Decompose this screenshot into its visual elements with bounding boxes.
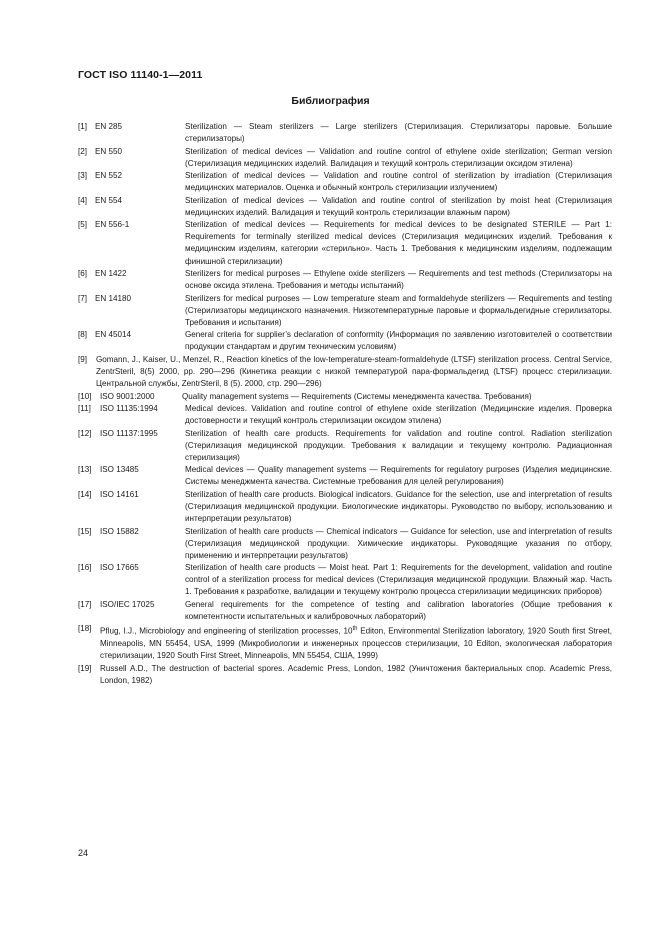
reference-entry	[78, 599, 612, 623]
reference-number: [8]	[78, 330, 87, 340]
reference-entry	[78, 489, 612, 525]
reference-entry	[78, 623, 612, 662]
reference-number: [6]	[78, 269, 87, 279]
reference-number: [18]	[78, 624, 92, 634]
reference-text: Pflug, I.J., Microbiology and engineering of sterilization processes, 10th Editon, Environmental Sterilization laboratory, 1920 South first Street, Minneapolis, MN 55454, USA, 1999 (Микробиологии и инженерных процессов стерилизации, 10 Editon, экологическая лаборатория стерилизации, 1920 South First Street, Minneapolis, MN 55454, США, 1999)	[100, 626, 613, 661]
reference-code: ISO 11135:1994	[100, 404, 158, 414]
reference-text: Sterilization of health care products — Moist heat. Part 1: Requirements for the development, validation and routine control of a sterilization process for medical devices (Стерилизация медицинской продукции. Влажный жар. Часть 1. Требования к разработке, валидации и текущему контролю процесса стерилизации медицинских приборов)	[185, 563, 612, 597]
reference-code: ISO 11137:1995	[100, 428, 158, 438]
reference-number: [5]	[78, 220, 87, 230]
reference-entry	[78, 354, 612, 390]
bibliography-list	[78, 121, 612, 687]
reference-number: [14]	[78, 489, 92, 499]
reference-code: EN 285	[95, 122, 122, 131]
reference-entry	[78, 146, 612, 170]
reference-number: [15]	[78, 526, 92, 536]
reference-code: ISO 9001:2000	[100, 391, 155, 401]
bibliography-title: Библиография	[291, 95, 370, 107]
reference-code: EN 1422	[95, 269, 127, 279]
reference-text: Sterilization of medical devices — Validation and routine control of ethylene oxide sterilization; German version (Стерилизация медицинских изделий. Валидация и текущий контроль стерилизации оксидом этилена)	[185, 146, 612, 168]
reference-entry	[78, 121, 612, 145]
reference-entry	[78, 391, 612, 403]
reference-text: Medical devices. Validation and routine control of ethylene oxide sterilization (Медицинские изделия. Проверка достоверности и текущий контроль стерилизации оксидом этилена)	[185, 404, 612, 426]
reference-text: Sterilizers for medical purposes — Low temperature steam and formaldehyde sterilizers — Requirements and testing (Стерилизаторы медицинского назначения. Низкотемпературные паровые и формальдегидные стерилизаторы. Требования и испытания)	[185, 293, 612, 327]
reference-entry	[78, 268, 612, 292]
reference-number: [3]	[78, 171, 87, 181]
reference-code: ISO/IEC 17025	[100, 599, 155, 609]
reference-text: Gomann, J., Kaiser, U., Menzel, R., Reaction kinetics of the low-temperature-steam-formaldehyde (LTSF) sterilization process. Central Service, ZentrSteril, 8(5) 2000, pp. 290—296 (Кинетика реакции с низкой температурой пара-формальдегид (LTSF) процесс стерилизации. Центральной службы, ZentrSteril, 8 (5). 2000, стр. 290—296)	[96, 354, 612, 388]
reference-entry	[78, 170, 612, 194]
reference-entry	[78, 526, 612, 562]
reference-number: [4]	[78, 195, 87, 205]
reference-text: Sterilization of health care products. Biological indicators. Guidance for the selection, use and interpretation of results (Стерилизация медицинской продукции. Биологические индикаторы. Руководство по выбору, использованию и интерпретации результатов)	[185, 489, 612, 523]
reference-number: [12]	[78, 428, 92, 438]
reference-code: ISO 14161	[100, 489, 139, 499]
reference-code: EN 45014	[95, 330, 131, 340]
reference-number: [2]	[78, 146, 87, 156]
reference-text: Sterilization of medical devices — Requirements for medical devices to be designated STERILE — Part 1: Requirements for terminally sterilized medical devices (Стерилизация медицинских изделий. Требования к медицинским изделиям, категории «стерильно». Часть 1. Требования к медицинским изделиям, подлежащим финишной стерилизации)	[185, 220, 612, 266]
reference-code: ISO 17665	[100, 563, 139, 573]
reference-text: Quality management systems — Requirements (Системы менеджмента качества. Требования)	[182, 391, 532, 401]
reference-code: EN 550	[95, 146, 122, 156]
reference-number: [10]	[78, 391, 92, 401]
reference-number: [7]	[78, 293, 87, 303]
reference-text: Sterilization of health care products. Requirements for validation and routine control. Radiation sterilization (Стерилизация медицинской продукции. Требования к валидации и текущему контролю. Радиационная стерилизация)	[185, 428, 612, 462]
reference-entry	[78, 663, 612, 687]
reference-text: Sterilization of medical devices — Validation and routine control of sterilization by irradiation (Стерилизация медицинских материалов. Оценка и обычный контроль стерилизации излучением)	[185, 171, 612, 193]
reference-number: [11]	[78, 404, 91, 414]
reference-text: General criteria for supplier’s declaration of conformity (Информация по заявлению изготовителей о соответствии продукции стандартам и другим техническим условиям)	[185, 330, 612, 352]
reference-text: Sterilizers for medical purposes — Ethylene oxide sterilizers — Requirements and test methods (Стерилизаторы на основе оксида этилена. Требования и методы испытаний)	[185, 269, 612, 291]
reference-entry	[78, 195, 612, 219]
reference-code: EN 14180	[95, 293, 131, 303]
reference-code: ISO 13485	[100, 465, 139, 475]
reference-text: Sterilization of health care products — Chemical indicators — Guidance for selection, use and interpretation of results (Стерилизация медицинской продукции. Химические индикаторы. Руководящие указания по отбору, применению и интерпретации результатов)	[185, 526, 612, 560]
reference-entry	[78, 293, 612, 329]
page-number: 24	[78, 848, 89, 858]
reference-number: [1]	[78, 122, 87, 131]
reference-number: [19]	[78, 663, 92, 673]
reference-code: ISO 15882	[100, 526, 139, 536]
document-header: ГОСТ ISO 11140-1—2011	[78, 69, 203, 81]
reference-text: Russell A.D., The destruction of bacterial spores. Academic Press, London, 1982 (Уничтожения бактериальных спор. Academic Press, London, 1982)	[100, 663, 612, 685]
reference-code: EN 556-1	[95, 220, 130, 230]
reference-text: Sterilization — Steam sterilizers — Large sterilizers (Стерилизация. Стерилизаторы паровые. Большие стерилизаторы)	[185, 122, 612, 144]
reference-code: EN 554	[95, 195, 122, 205]
reference-entry	[78, 428, 612, 464]
reference-number: [13]	[78, 465, 92, 475]
reference-entry	[78, 562, 612, 598]
reference-entry	[78, 329, 612, 353]
reference-code: EN 552	[95, 171, 122, 181]
reference-entry	[78, 403, 612, 427]
reference-entry	[78, 219, 612, 267]
reference-entry	[78, 464, 612, 488]
reference-number: [9]	[78, 354, 87, 364]
reference-text: General requirements for the competence of testing and calibration laboratories (Общие требования к компетентности испытательных и калибровочных лабораторий)	[185, 599, 612, 621]
reference-number: [16]	[78, 563, 92, 573]
reference-text: Medical devices — Quality management systems — Requirements for regulatory purposes (Изделия медицинские. Системы менеджмента качества. Системные требования для целей регулирования)	[185, 465, 612, 487]
reference-text: Sterilization of medical devices — Validation and routine control of sterilization by moist heat (Стерилизация медицинских изделий. Валидация и текущий контроль стерилизации влажным паром)	[185, 195, 612, 217]
reference-number: [17]	[78, 599, 92, 609]
